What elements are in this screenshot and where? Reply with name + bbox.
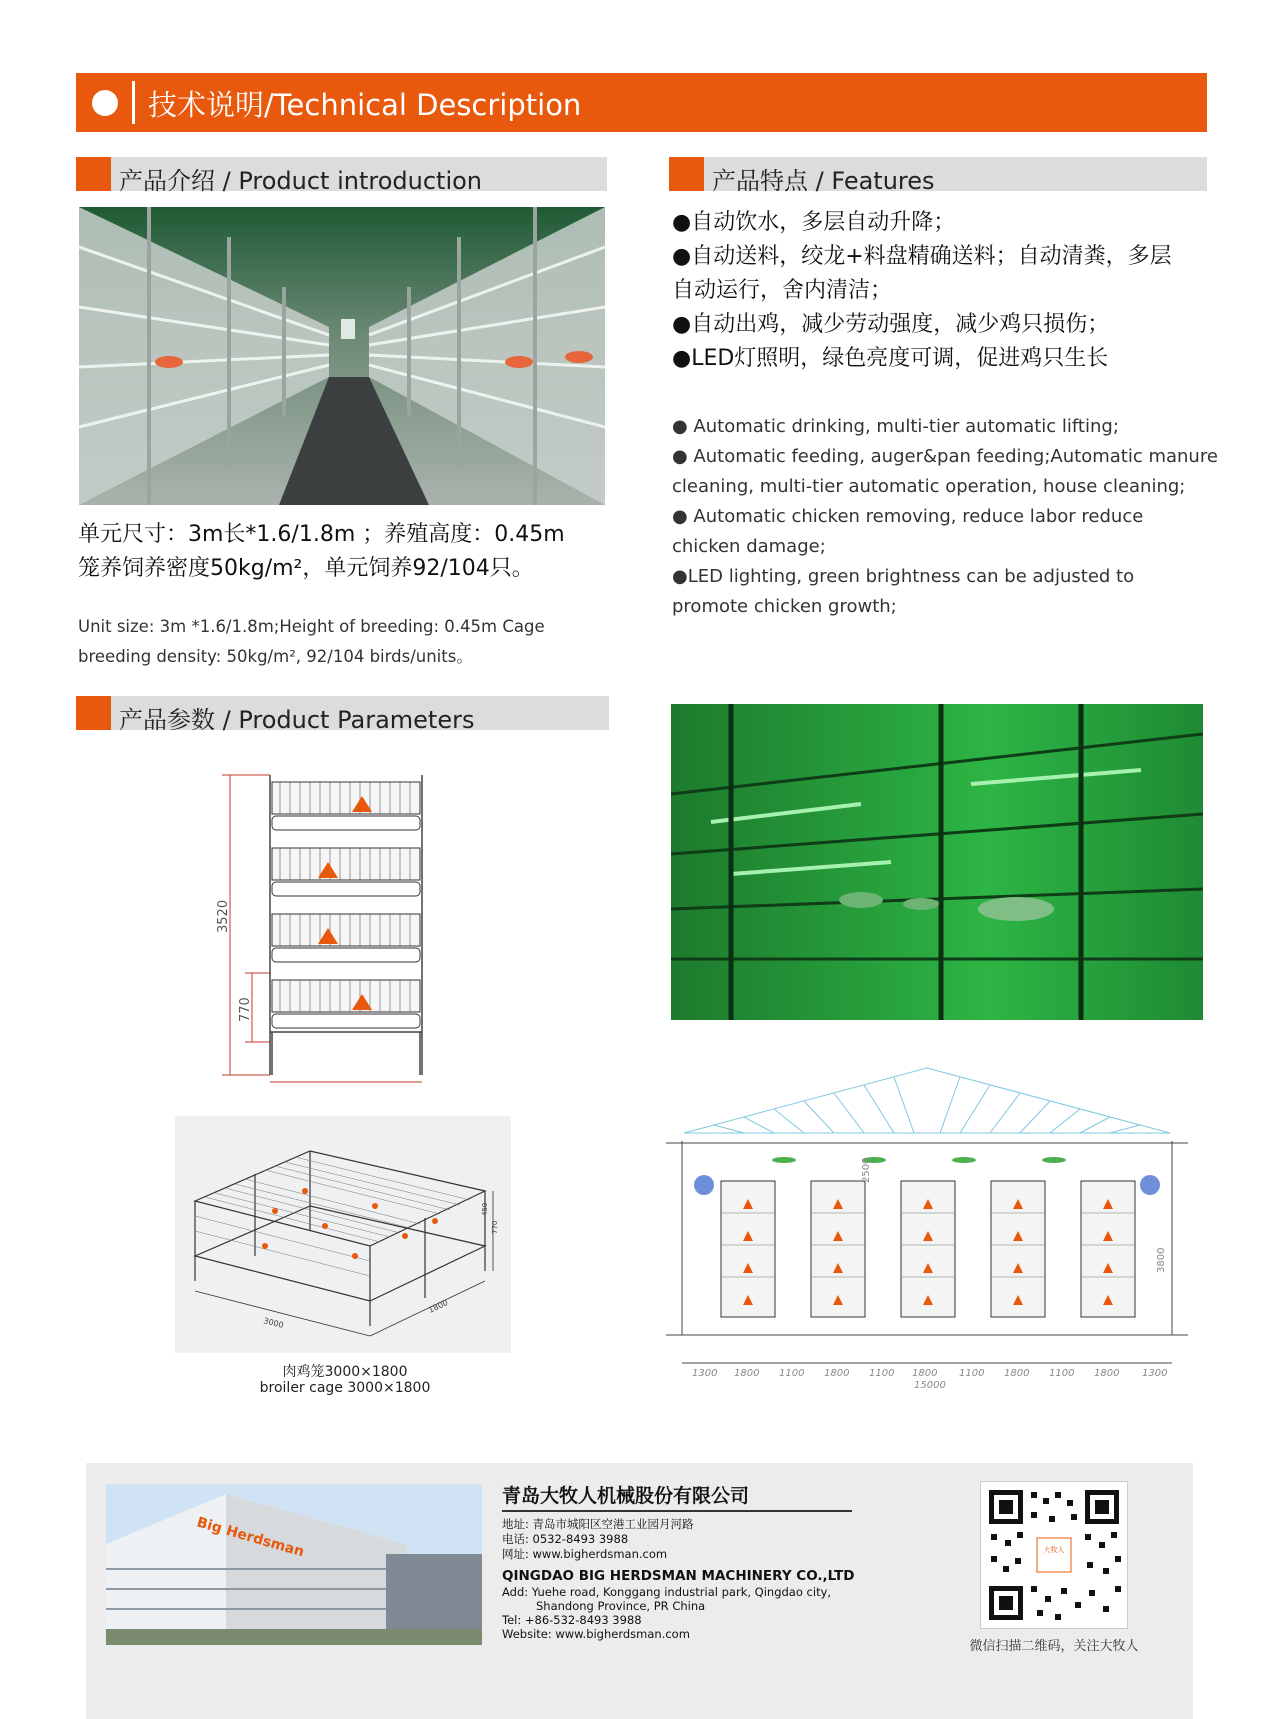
website-zh: 网址: www.bigherdsman.com [502,1547,668,1561]
phone-zh: 电话: 0532-8493 3988 [502,1532,629,1546]
house-dim-span: 1800 [912,1368,938,1379]
feature-en-item: ● Automatic feeding, auger&pan feeding;Automatic manure [672,446,1218,467]
section-params-title: 产品参数 / Product Parameters [119,706,475,734]
feature-zh-item: ●自动送料，绞龙+料盘精确送料；自动清粪，多层 [672,244,1172,269]
iso-dim-height: 770 [491,1220,499,1234]
intro-spec-en-2: breeding density: 50kg/m², 92/104 birds/units。 [78,647,473,666]
feature-zh-item: ●自动出鸡，减少劳动强度，减少鸡只损伤； [672,312,1110,337]
feature-en-item: chicken damage; [672,536,826,557]
page-title: 技术说明/Technical Description [148,88,582,122]
website-en: Website: www.bigherdsman.com [502,1627,690,1641]
section-features [669,157,1207,195]
banner-divider [132,81,135,124]
bullet-circle-icon [92,90,118,116]
building-photo [106,1484,482,1645]
section-params [76,696,609,734]
feature-zh-item: ●LED灯照明，绿色亮度可调，促进鸡只生长 [672,346,1109,371]
address-zh: 地址: 青岛市城阳区空港工业园月河路 [502,1517,694,1531]
company-footer [86,1463,1193,1719]
green-lighting-photo [671,704,1203,1020]
cage-isometric-drawing [175,1116,511,1353]
building-sign: Big Herdsman [194,1514,306,1561]
house-dim-total: 15000 [914,1380,946,1391]
cage-caption-zh: 肉鸡笼3000×1800 [282,1364,408,1380]
intro-spec-zh-1: 单元尺寸：3m长*1.6/1.8m ；养殖高度：0.45m [78,522,565,547]
feature-en-item: ● Automatic chicken removing, reduce labor reduce [672,506,1144,527]
dim-tier-height: 770 [238,997,253,1022]
cage-elevation-drawing [200,770,440,1092]
section-intro-title: 产品介绍 / Product introduction [119,167,483,195]
house-dim-span: 1800 [1004,1368,1030,1379]
house-dim-side: 2500 [861,1157,872,1183]
iso-dim-length: 3000 [262,1316,285,1330]
house-dim-span: 1300 [692,1368,718,1379]
qr-logo: 大牧人 [1043,1546,1065,1554]
house-dim-span: 1800 [734,1368,760,1379]
intro-spec-zh-2: 笼养饲养密度50kg/m²，单元饲养92/104只。 [78,556,534,581]
wechat-qr-code[interactable] [980,1481,1128,1629]
dim-height-total: 3520 [216,899,231,933]
house-section-drawing [664,1063,1190,1393]
cage-caption-en: broiler cage 3000×1800 [259,1380,431,1396]
house-dim-span: 1100 [1049,1368,1075,1379]
company-name-zh: 青岛大牧人机械股份有限公司 [502,1485,750,1507]
feature-en-item: ● Automatic drinking, multi-tier automatic lifting; [672,416,1119,437]
company-contact-en [502,1585,831,1641]
address-en-1: Add: Yuehe road, Konggang industrial park, Qingdao city, [502,1585,832,1599]
header-banner [76,73,1207,132]
feature-zh-item: ●自动饮水，多层自动升降； [672,210,956,235]
company-contact-zh [502,1517,694,1562]
tel-en: Tel: +86-532-8493 3988 [502,1613,642,1627]
section-marker-icon [669,157,704,191]
section-marker-icon [76,157,111,191]
section-marker-icon [76,696,111,730]
house-dim-height: 3800 [1156,1247,1167,1273]
footer-divider [502,1510,852,1512]
iso-dim-tier: 450 [481,1202,489,1216]
feature-en-item: promote chicken growth; [672,596,897,617]
house-dim-span: 1100 [869,1368,895,1379]
feature-en-item: cleaning, multi-tier automatic operation, house cleaning; [672,476,1186,497]
house-dim-span: 1300 [1142,1368,1168,1379]
features-en-list [672,412,1218,622]
address-en-2: Shandong Province, PR China [536,1599,706,1613]
feature-zh-item: 自动运行，舍内清洁； [672,278,893,303]
house-dim-span: 1800 [1094,1368,1120,1379]
feature-en-item: ●LED lighting, green brightness can be adjusted to [672,566,1135,587]
section-intro [76,157,607,195]
qr-caption: 微信扫描二维码，关注大牧人 [969,1639,1139,1654]
cage-corridor-photo [79,207,605,505]
iso-dim-width: 1800 [427,1298,450,1315]
cage-caption [175,1364,515,1396]
section-features-title: 产品特点 / Features [712,167,935,195]
house-dim-span: 1100 [959,1368,985,1379]
house-dim-span: 1100 [779,1368,805,1379]
intro-spec-en-1: Unit size: 3m *1.6/1.8m;Height of breeding: 0.45m Cage [78,617,545,636]
company-name-en: QINGDAO BIG HERDSMAN MACHINERY CO.,LTD [502,1568,855,1584]
features-zh-list [672,206,1212,376]
house-dim-span: 1800 [824,1368,850,1379]
